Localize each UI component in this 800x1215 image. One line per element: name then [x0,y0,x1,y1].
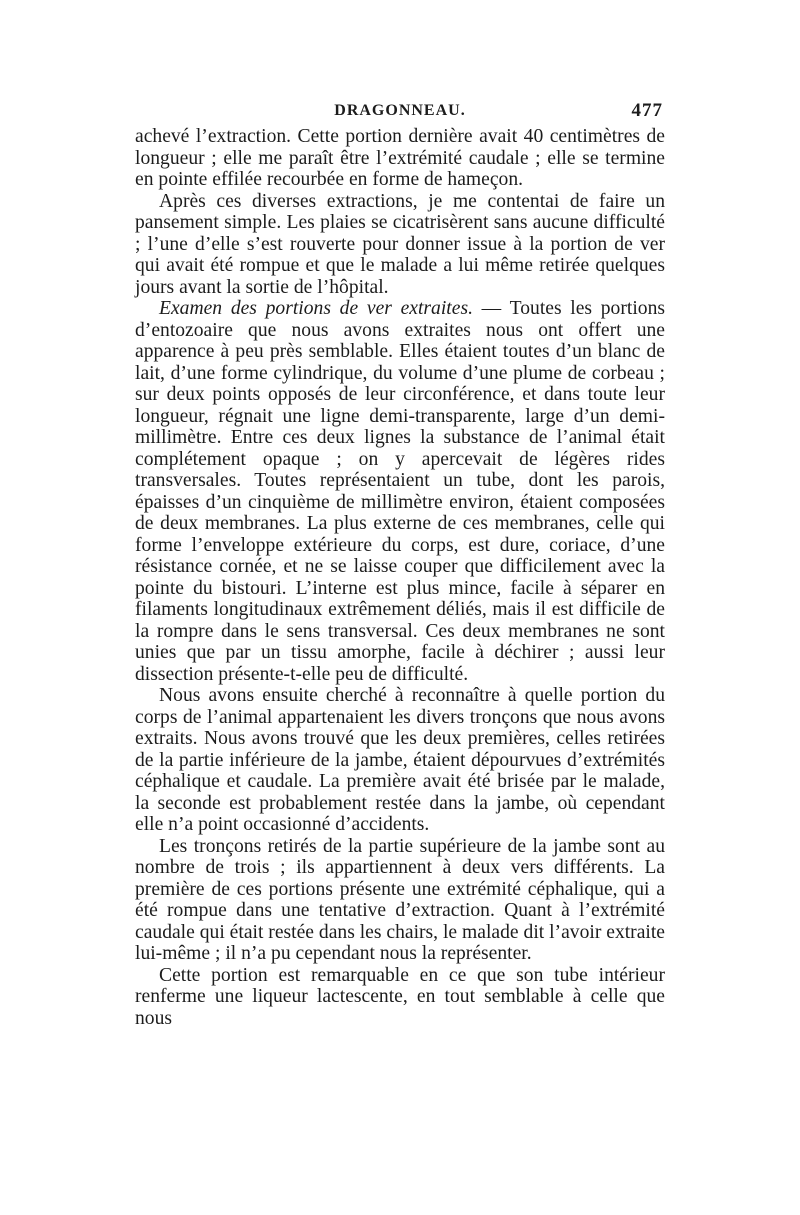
paragraph-6 [135,965,665,1030]
paragraph-4-text: Nous avons ensuite cherché à reconnaître à quelle portion du corps de l’animal appartenaient les divers tronçons que nous avons extraits. Nous avons trouvé que les deux premières, celles retirées de la partie inférieure de la jambe, étaient dépourvues d’extrémités céphalique et caudale. La première avait été brisée par le malade, la seconde est probablement restée dans la jambe, où cependant elle n’a point occasionné d’accidents. [135,685,665,835]
book-page [135,100,665,1029]
paragraph-6-text: Cette portion est remarquable en ce que son tube intérieur renferme une liqueur lactescente, en tout semblable à celle que nous [135,964,665,1029]
paragraph-5 [135,836,665,965]
body-text [135,126,665,1029]
paragraph-2-text: Après ces diverses extractions, je me contentai de faire un pansement simple. Les plaies se cicatrisèrent sans aucune difficulté ; l’une d’elle s’est rouverte pour donner issue à la portion de ver qui avait été rompue et que le malade a lui même retirée quelques jours avant la sortie de l’hôpital. [135,190,665,298]
paragraph-5-text: Les tronçons retirés de la partie supérieure de la jambe sont au nombre de trois ; ils appartiennent à deux vers différents. La première de ces portions présente une extrémité céphalique, qui a été rompue dans une tentative d’extraction. Quant à l’extrémité caudale qui était restée dans les chairs, le malade dit l’avoir extraite lui-même ; il n’a pu cependant nous la représenter. [135,835,665,964]
paragraph-1-text: achevé l’extraction. Cette portion dernière avait 40 centimètres de longueur ; elle me paraît être l’extrémité caudale ; elle se termine en pointe effilée recourbée en forme de hameçon. [135,126,665,190]
paragraph-4 [135,685,665,836]
paragraph-1 [135,126,665,191]
running-title: DRAGONNEAU. [334,102,466,119]
paragraph-2 [135,191,665,299]
paragraph-3-text: — Toutes les portions d’entozoaire que nous avons extraites nous ont offert une apparence à peu près semblable. Elles étaient toutes d’un blanc de lait, d’une forme cylindrique, du volume d’une plume de corbeau ; sur deux points opposés de leur circonférence, et dans toute leur longueur, régnait une ligne demi-transparente, large d’un demi-millimètre. Entre ces deux lignes la substance de l’animal était complétement opaque ; on y apercevait de légères rides transversales. Toutes représentaient un tube, dont les parois, épaisses d’un cinquième de millimètre environ, étaient composées de deux membranes. La plus externe de ces membranes, celle qui forme l’enveloppe extérieure du corps, est dure, coriace, d’une résistance cornée, et ne se laisse couper que difficilement avec la pointe du bistouri. L’interne est plus mince, facile à séparer en filaments longitudinaux extrêmement déliés, mais il est difficile de la rompre dans le sens transversal. Ces deux membranes ne sont unies que par un tissu amorphe, facile à déchirer ; aussi leur dissection présente-t-elle peu de difficulté. [135,298,665,685]
paragraph-3 [135,298,665,685]
running-head [135,100,665,126]
section-lead-heading: Examen des portions de ver extraites. [159,298,473,319]
page-number: 477 [631,100,663,121]
